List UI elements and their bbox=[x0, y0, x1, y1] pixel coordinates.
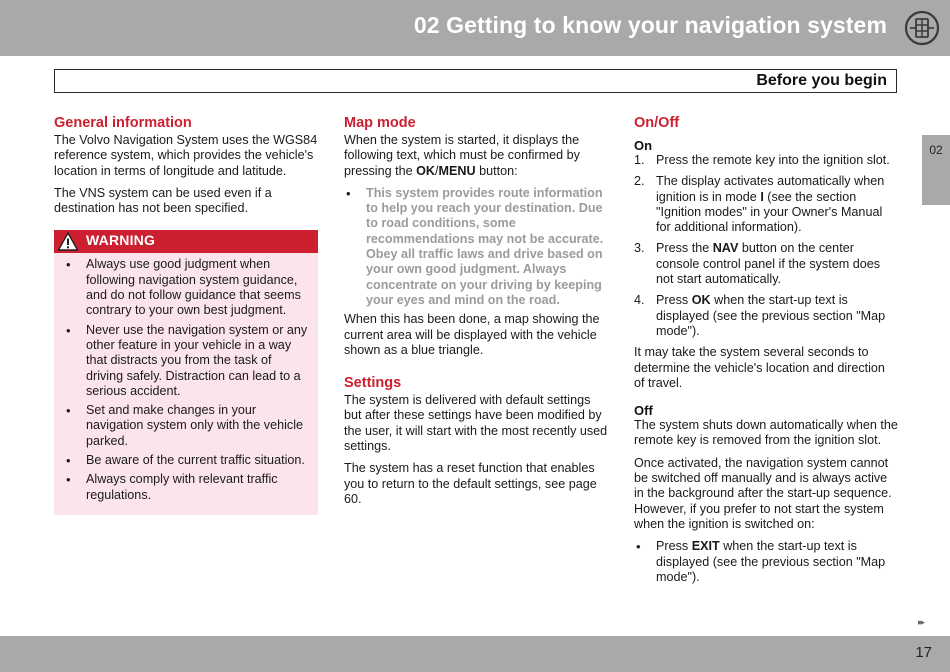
heading-general-information: General information bbox=[54, 115, 192, 131]
bullet-icon: • bbox=[66, 453, 71, 469]
step-item: 2. The display activates automatically when ignition is in mode I (see the section "Ignition modes" in your Owner's Manual for additional information). bbox=[634, 174, 885, 235]
bullet-icon: • bbox=[346, 185, 351, 201]
startup-text-item: • This system provides route information to help you reach your destination. Due to road conditions, some recommendations may not be accurate. Obey all traffic laws and drive based on your own good judgment. Always concentrate on your driving by keeping your eyes and mind on the road. bbox=[346, 185, 604, 307]
next-page-arrow-icon: ▸▸ bbox=[918, 617, 924, 627]
warning-triangle-icon bbox=[57, 231, 79, 252]
column-general-information bbox=[54, 114, 318, 515]
heading-off: Off bbox=[634, 403, 653, 419]
heading-settings: Settings bbox=[344, 375, 402, 392]
warning-box bbox=[54, 230, 318, 514]
navigation-system-icon bbox=[904, 10, 940, 46]
bullet-icon: • bbox=[66, 257, 71, 273]
settings-paragraph: The system is delivered with default settings but after these settings have been modified by the user, it will start with the most recently used settings. bbox=[344, 393, 608, 454]
always-active-paragraph: Once activated, the navigation system cannot be switched off manually and is always active in the background after the start-up sequence. However, if you prefer to not start the system when the ignition is switched on: bbox=[634, 455, 892, 531]
vns-paragraph: The VNS system can be used even if a destination has not been specified. bbox=[54, 185, 272, 216]
chapter-tab-label: 02 bbox=[929, 143, 943, 157]
heading-on: On bbox=[634, 138, 653, 153]
header-bar bbox=[0, 0, 950, 56]
warning-header bbox=[54, 230, 318, 253]
heading-map-mode: Map mode bbox=[344, 115, 416, 131]
map-mode-intro: When the system is started, it displays the following text, which must be confirmed by pressing the OK/MENU button: bbox=[344, 133, 580, 178]
bullet-icon: • bbox=[66, 403, 71, 419]
off-paragraph: The system shuts down automatically when the remote key is removed from the ignition slot. bbox=[634, 418, 898, 448]
startup-text-list bbox=[344, 186, 608, 308]
map-display-paragraph: When this has been done, a map showing the current area will be displayed with the vehicle shown as a blue triangle. bbox=[344, 312, 600, 357]
startup-time-paragraph: It may take the system several seconds to determine the vehicle's location and direction of travel. bbox=[634, 345, 885, 390]
section-header bbox=[54, 69, 897, 93]
warning-list bbox=[54, 253, 318, 502]
page-number: 17 bbox=[915, 644, 932, 661]
warning-item: • Set and make changes in your navigation system only with the vehicle parked. bbox=[66, 403, 304, 448]
exit-item: • Press EXIT when the start-up text is displayed (see the previous section "Map mode"). bbox=[636, 539, 886, 584]
warning-item: • Never use the navigation system or any other feature in your vehicle in a way that distracts you from the task of driving safely. Distraction can lead to a serious accident. bbox=[66, 322, 308, 398]
column-on-off bbox=[634, 114, 898, 589]
bullet-icon: • bbox=[66, 472, 71, 488]
step-item: 3. Press the NAV button on the center console control panel if the system does not start automatically. bbox=[634, 241, 881, 287]
section-title: Before you begin bbox=[756, 72, 887, 89]
reset-paragraph: The system has a reset function that enables you to return to the default settings, see page 60. bbox=[344, 461, 597, 506]
heading-on-off: On/Off bbox=[634, 115, 680, 131]
chapter-tab bbox=[922, 135, 950, 205]
bullet-icon: • bbox=[636, 539, 641, 555]
column-map-mode bbox=[344, 114, 608, 514]
step-item: 4. Press OK when the start-up text is displayed (see the previous section "Map mode"). bbox=[634, 293, 886, 338]
warning-title: WARNING bbox=[86, 232, 156, 249]
on-steps-list bbox=[634, 153, 898, 339]
exit-list bbox=[634, 539, 898, 585]
warning-item: • Be aware of the current traffic situation. bbox=[66, 453, 305, 469]
step-item: 1. Press the remote key into the ignition slot. bbox=[634, 153, 890, 167]
warning-item: • Always use good judgment when following navigation system guidance, and do not follow guidance that seems contrary to your own best judgment. bbox=[66, 257, 301, 318]
bullet-icon: • bbox=[66, 322, 71, 338]
chapter-title: 02 Getting to know your navigation system bbox=[413, 12, 887, 38]
warning-item: • Always comply with relevant traffic regulations. bbox=[66, 472, 278, 502]
footer-bar bbox=[0, 636, 950, 672]
general-info-paragraph: The Volvo Navigation System uses the WGS84 reference system, which provides the vehicle's location in terms of longitude and latitude. bbox=[54, 133, 318, 178]
